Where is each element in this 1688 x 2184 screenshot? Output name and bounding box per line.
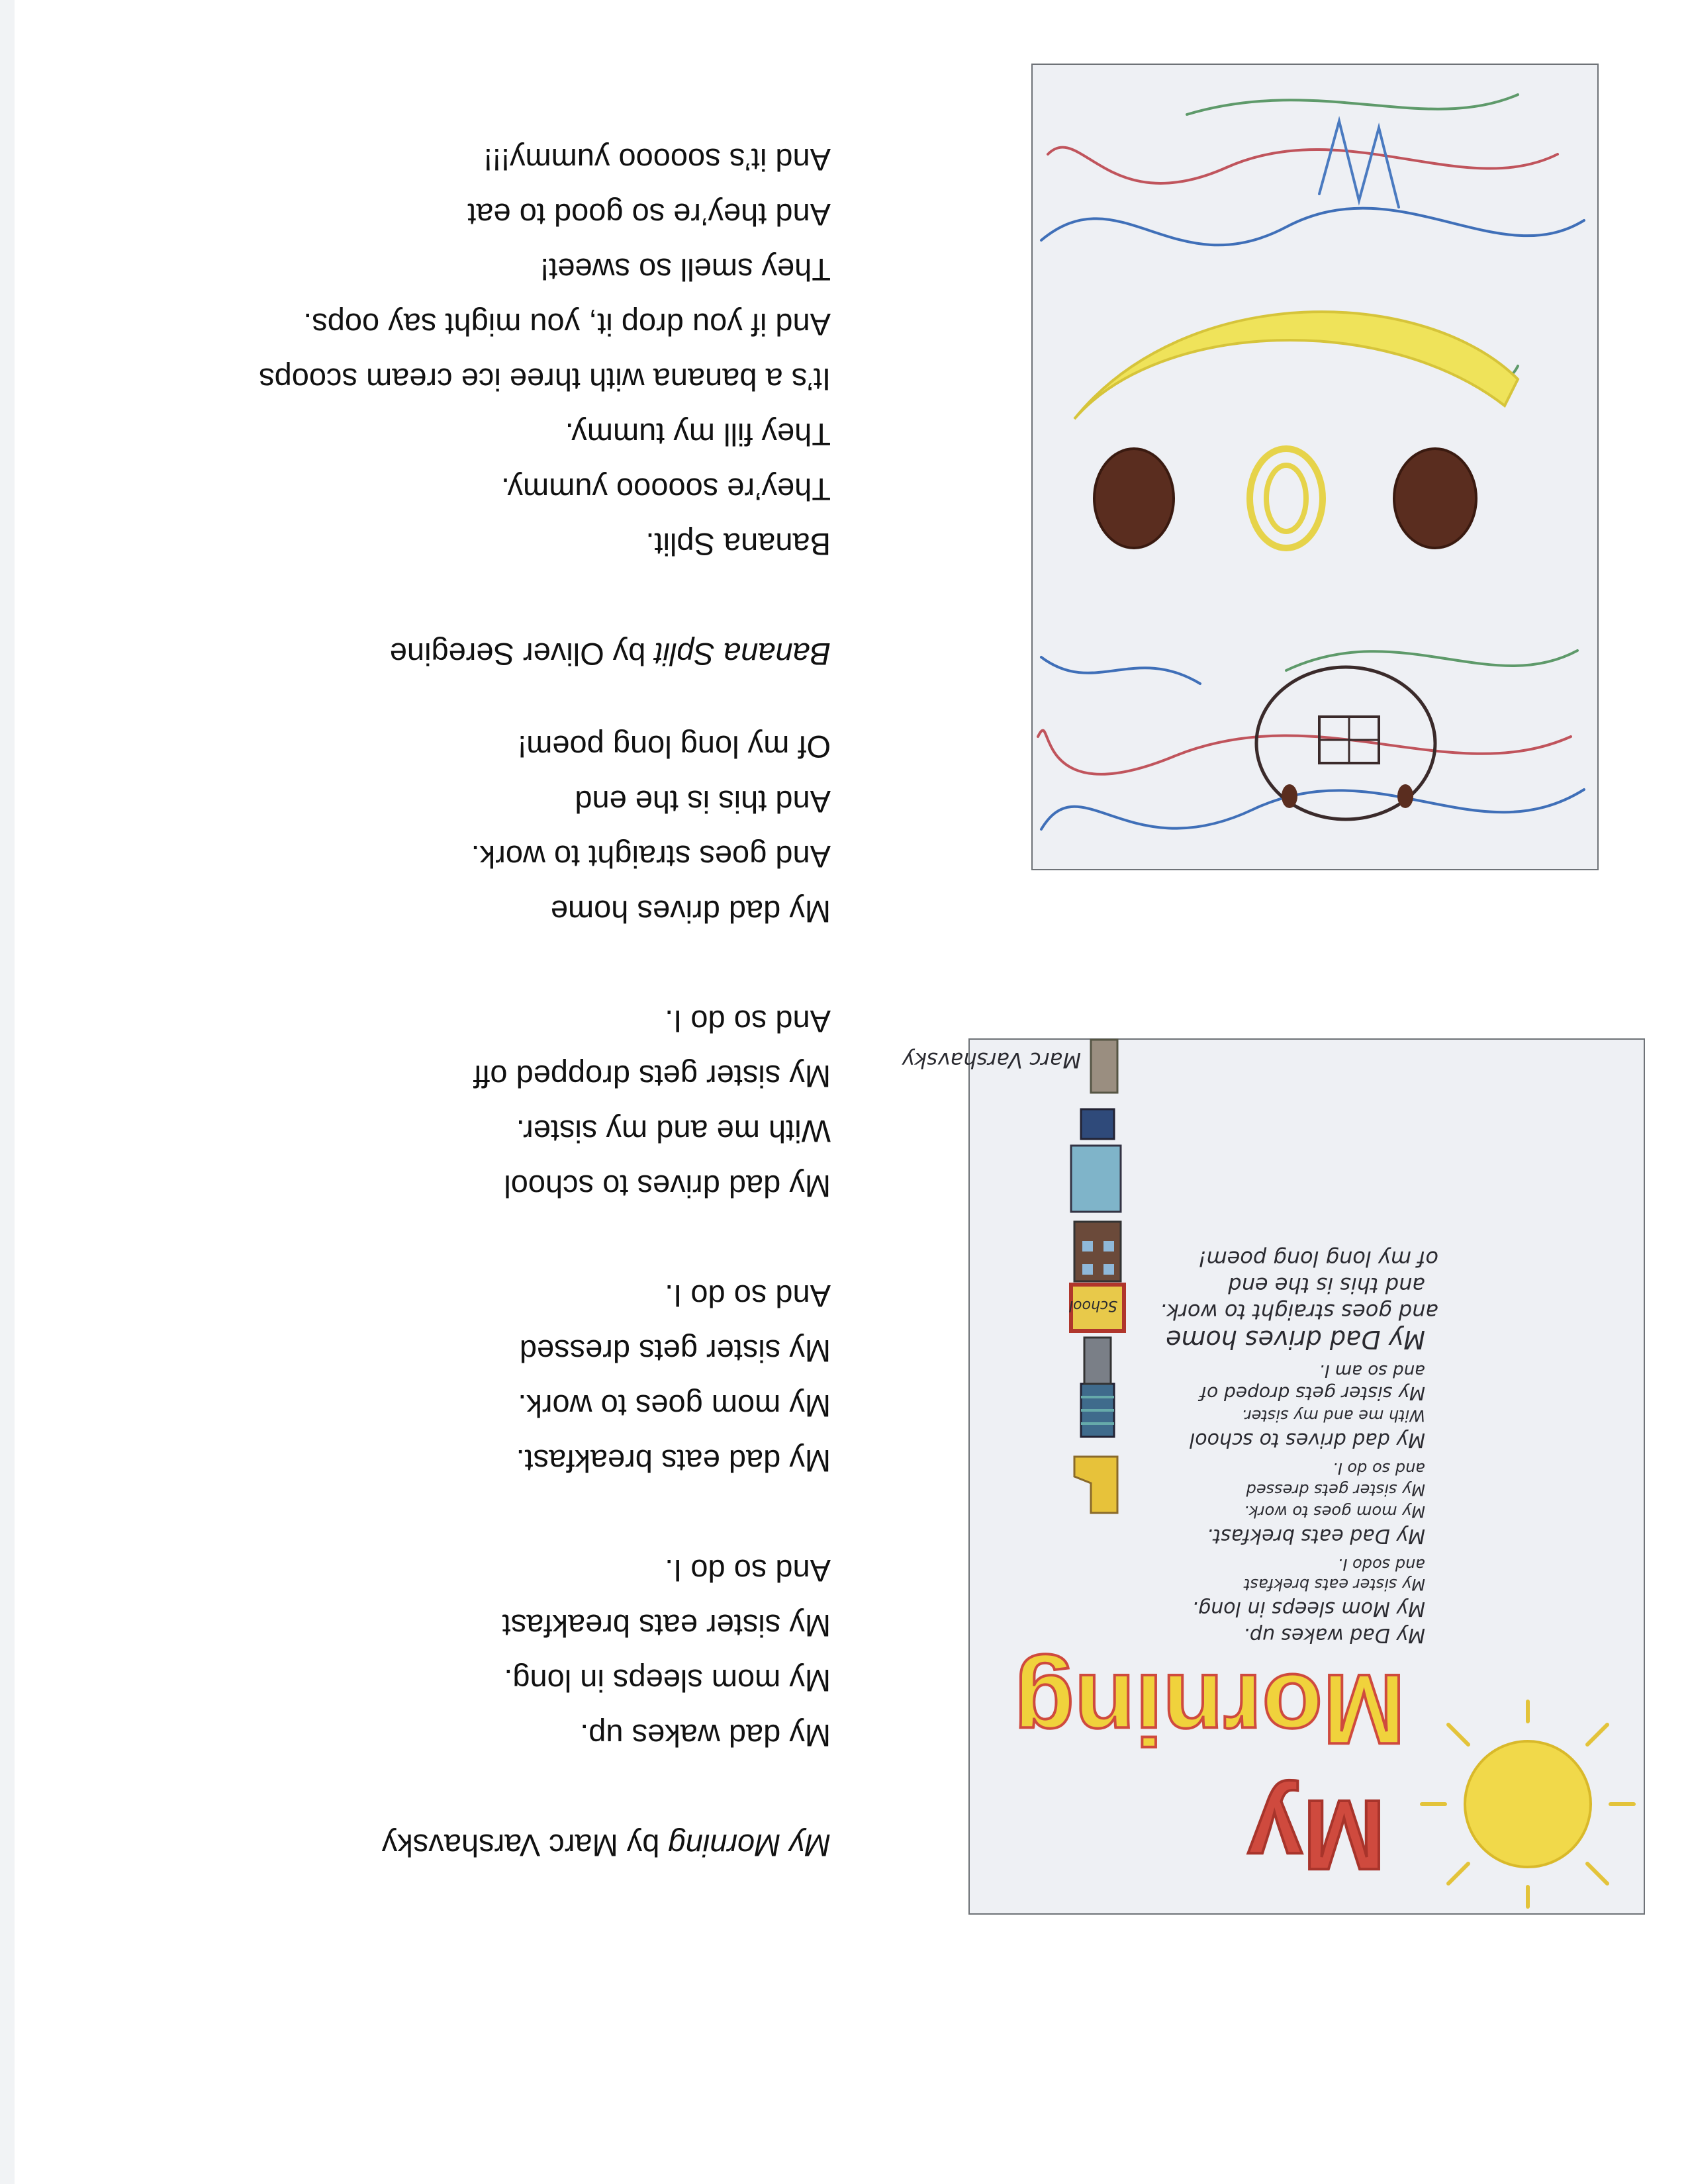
poem-line: And this is the end xyxy=(575,784,831,819)
handwriting-line: and goes straight to work. xyxy=(1160,1299,1438,1324)
poem-line: And so do I. xyxy=(665,1004,831,1039)
drawing-my-morning xyxy=(902,1038,1645,1915)
handwriting-line: My Mom sleeps in long. xyxy=(1192,1597,1425,1620)
ice-cream-scoops xyxy=(1094,449,1476,548)
poem-line: They’re sooooo yummy. xyxy=(500,472,831,507)
poem-line: And they’re so good to eat xyxy=(467,197,831,232)
drawing-signature: Marc Varshavsky xyxy=(902,1048,1081,1073)
poem-line: They fill my tummy. xyxy=(565,417,831,452)
poem-line: And so do I. xyxy=(665,1553,831,1588)
handwriting-line: My mom goes to work. xyxy=(1244,1502,1425,1521)
poem-line: They smell so sweet! xyxy=(540,252,831,287)
handwriting-line: and so am I. xyxy=(1319,1361,1425,1381)
poem-line: My sister gets dropped off xyxy=(473,1059,831,1094)
poem-title-author: by Marc Varshavsky xyxy=(381,1828,669,1863)
drawing-handwriting xyxy=(1160,1246,1438,1647)
handwriting-line: of my long long poem! xyxy=(1197,1246,1438,1271)
poem-line: My sister eats breakfast xyxy=(502,1608,831,1643)
drawing-banana-split-svg xyxy=(1033,65,1597,869)
handwriting-line: My dad drives to school xyxy=(1189,1428,1425,1451)
poem-line: My mom goes to work. xyxy=(518,1388,831,1424)
poem-my-morning xyxy=(195,719,831,1873)
drawing-heading-line-1: My xyxy=(1247,1780,1385,1891)
handwriting-line: My sister eats brekfast xyxy=(1244,1575,1425,1594)
poem-title-author: by Oliver Seregine xyxy=(389,637,655,672)
poem-line: My dad drives to school xyxy=(504,1169,831,1204)
handwriting-line: With me and my sister. xyxy=(1241,1406,1425,1425)
poem-line: My dad eats breakfast. xyxy=(516,1443,831,1479)
handwriting-line: My sister gets droped of xyxy=(1200,1383,1425,1404)
handwriting-line: My sister gets dressed xyxy=(1246,1480,1425,1499)
handwriting-line: My Dad wakes up. xyxy=(1243,1623,1425,1647)
scan-edge-strip xyxy=(0,0,15,2184)
handwriting-line: My Dad drives home xyxy=(1166,1325,1425,1354)
handwriting-line: and this is the end xyxy=(1228,1273,1425,1298)
handwriting-line: and so do I. xyxy=(1333,1459,1425,1478)
poem-line: My sister gets dressed xyxy=(519,1334,831,1369)
poem-banana-split xyxy=(195,132,831,682)
sun-drawing xyxy=(1422,1702,1634,1907)
poem-title xyxy=(195,627,831,682)
drawing-heading-line-2: Morning xyxy=(1013,1654,1405,1765)
poem-line: And so do I. xyxy=(665,1279,831,1314)
poem-line: My dad wakes up. xyxy=(580,1718,831,1753)
poem-line: My dad drives home xyxy=(550,894,831,929)
poem-line: And if you drop it, you might say oops. xyxy=(303,307,831,342)
poem-title xyxy=(195,1818,831,1873)
poem-line: It’s a banana with three ice cream scoops xyxy=(259,362,831,397)
school-sign: School xyxy=(1068,1297,1117,1314)
poem-line: With me and my sister. xyxy=(516,1114,831,1149)
poem-line: And goes straight to work. xyxy=(471,839,831,874)
poem-line: Of my long long poem! xyxy=(518,729,831,764)
drawing-my-morning-svg xyxy=(902,1040,1644,1913)
banana-drawing xyxy=(1074,312,1518,419)
handwriting-line: My Dad eats brekfast. xyxy=(1206,1524,1425,1547)
drawing-banana-split xyxy=(1031,64,1599,870)
drawing-figures xyxy=(1069,1040,1124,1513)
poem-line: And it’s sooooo yummy!!! xyxy=(483,142,831,177)
poem-line: Banana Split. xyxy=(645,527,831,562)
poem-line: My mom sleeps in long. xyxy=(504,1663,831,1698)
handwriting-line: and sodo I. xyxy=(1337,1555,1425,1574)
poem-title-italic: My Morning xyxy=(668,1828,831,1863)
bowl-face-drawing xyxy=(1256,667,1435,819)
poem-title-italic: Banana Split xyxy=(654,637,831,672)
